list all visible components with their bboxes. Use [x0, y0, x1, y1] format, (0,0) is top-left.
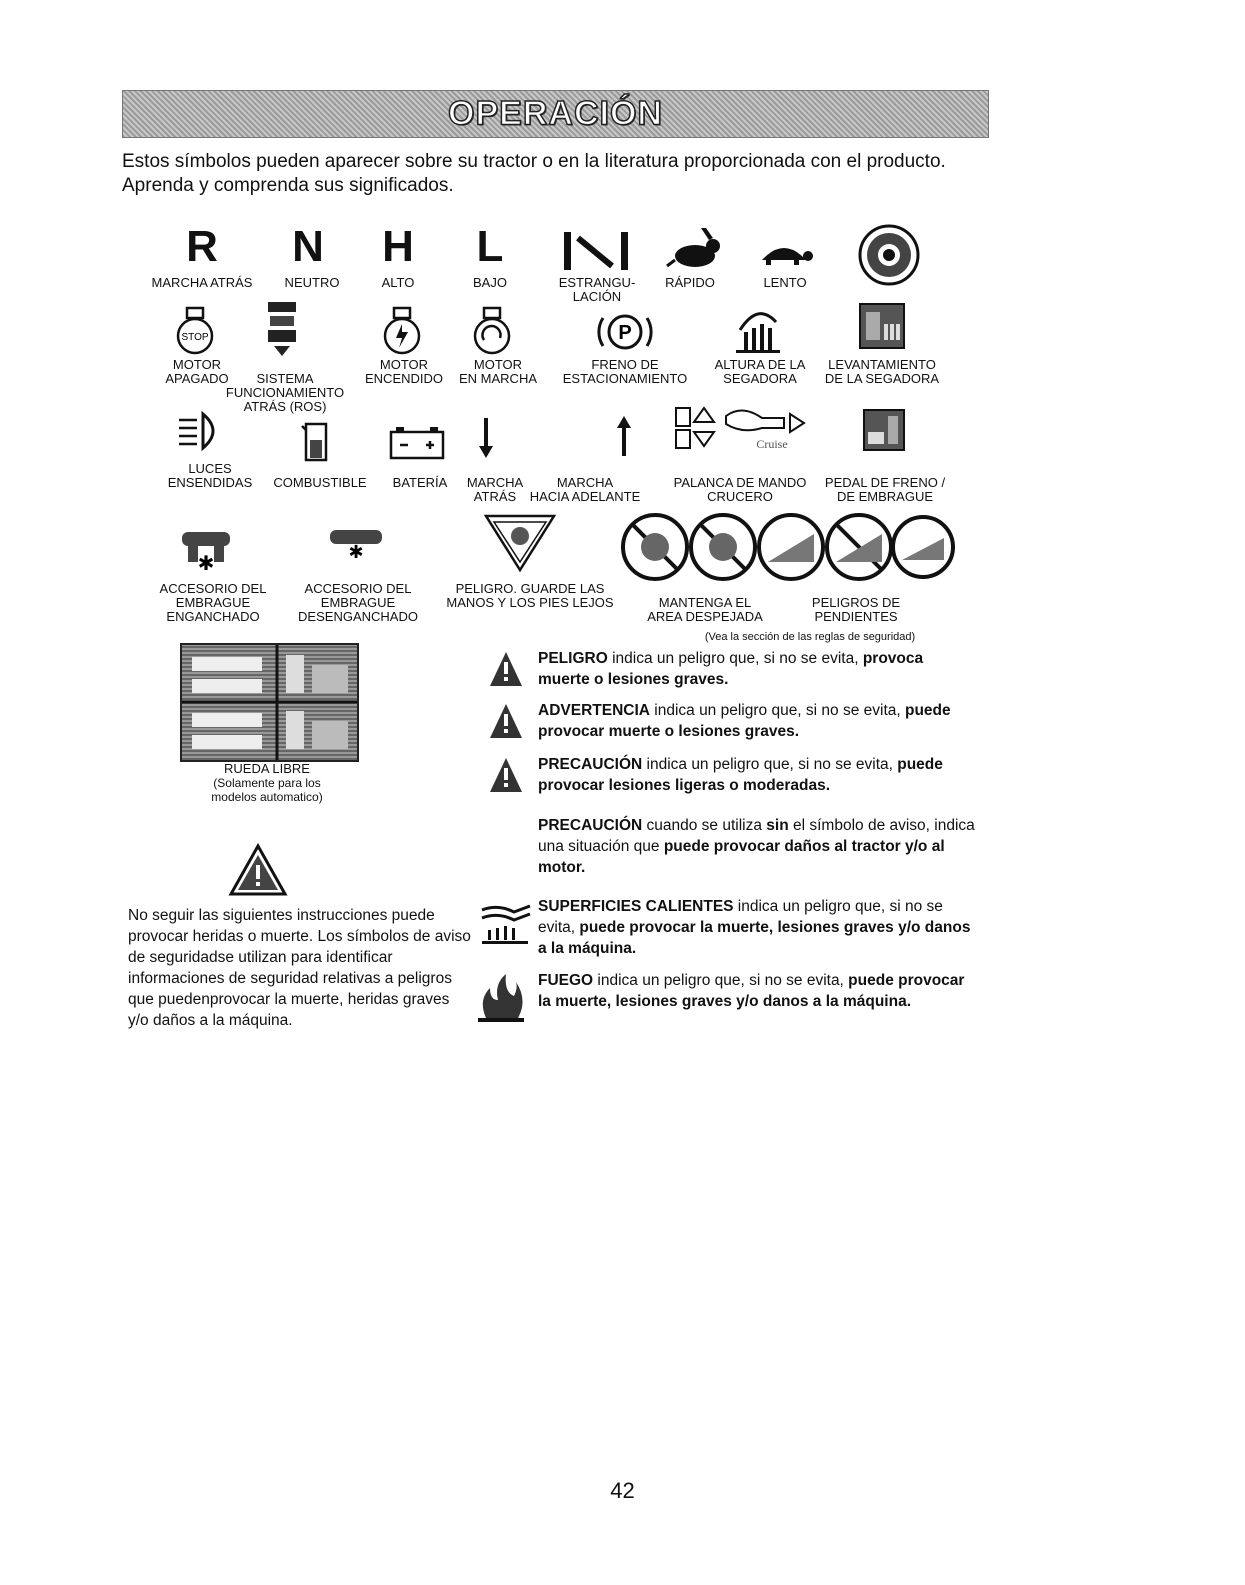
caution-row	[488, 754, 958, 804]
label-high: ALTO	[381, 275, 415, 290]
brake-clutch-pedal-icon	[862, 408, 906, 452]
label-engine-start: MOTOR ENCENDIDO	[364, 357, 444, 386]
label-brake-clutch: PEDAL DE FRENO / DE EMBRAGUE	[824, 475, 946, 504]
label-headlights: LUCES ENSENDIDAS	[167, 461, 253, 490]
label-reverse: MARCHA ATRÁS	[151, 275, 253, 290]
rabbit-icon	[665, 226, 721, 272]
label-parking-brake: FRENO DE ESTACIONAMIENTO	[562, 357, 688, 386]
warning-triangle-icon	[488, 702, 524, 742]
stop-text: STOP	[181, 332, 209, 343]
svg-text:✱: ✱	[197, 551, 215, 574]
safety-alert-icon	[228, 843, 288, 897]
headlights-icon	[175, 408, 225, 454]
danger-text: PELIGRO indica un peligro que, si no se evita, provoca muerte o lesiones graves.	[538, 650, 924, 688]
label-ros: SISTEMA FUNCIONAMIENTO ATRÁS (ROS)	[225, 371, 345, 414]
ros-icon	[262, 300, 302, 358]
neutral-letter: N	[292, 222, 324, 271]
reverse-arrow-icon	[476, 416, 496, 462]
label-forward-gear: MARCHA HACIA ADELANTE	[529, 475, 641, 504]
freewheel-decal-icon	[180, 643, 359, 762]
label-cruise-control: PALANCA DE MANDO CRUCERO	[673, 475, 807, 504]
warning-row	[488, 700, 958, 750]
warning-text: ADVERTENCIA indica un peligro que, si no se evita, puede provocar muerte o lesiones graves.	[538, 702, 951, 740]
label-mower-height: ALTURA DE LA SEGADORA	[714, 357, 806, 386]
label-fuel: COMBUSTIBLE	[273, 475, 367, 490]
label-engine-run: MOTOR EN MARCHA	[458, 357, 538, 386]
reverse-letter: R	[186, 222, 218, 271]
danger-row	[488, 648, 958, 698]
hot-surfaces-text: SUPERFICIES CALIENTES indica un peligro que, si no se evita, puede provocar la muerte, lesiones graves y/o danos a la máquina.	[538, 898, 971, 957]
pto-engaged-icon	[180, 528, 232, 574]
turtle-icon	[754, 238, 814, 268]
svg-text:✱: ✱	[348, 542, 364, 560]
freewheel-note: (Solamente para los modelos automatico)	[211, 776, 323, 804]
label-keep-area-clear: MANTENGA EL AREA DESPEJADA	[647, 595, 763, 624]
forward-arrow-icon	[614, 414, 634, 460]
label-fast: RÁPIDO	[665, 275, 715, 290]
fire-icon	[474, 970, 530, 1024]
label-low: BAJO	[473, 275, 507, 290]
fuel-icon	[300, 420, 330, 462]
fire-row	[488, 970, 965, 1036]
safety-explanation-text: No seguir las siguientes instrucciones puede provocar heridas o muerte. Los símbolos de aviso de seguridadse utilizan para identificar informaciones de seguridad relativas a peligros que puedenprovocar la muerte, heridas graves y/o daños a la máquina.	[128, 907, 471, 1029]
mower-height-icon	[730, 302, 786, 354]
cruise-word: Cruise	[756, 437, 788, 451]
cruise-control-icon	[672, 404, 820, 454]
parking-brake-icon	[595, 306, 655, 358]
engine-start-icon	[380, 306, 424, 356]
label-slope-hazard: PELIGROS DE PENDIENTES	[811, 595, 901, 624]
page-number: 42	[610, 1478, 635, 1503]
label-pto-engaged: ACCESORIO DEL EMBRAGUE ENGANCHADO	[159, 581, 267, 624]
choke-icon	[560, 228, 632, 274]
label-choke: ESTRANGU- LACIÓN	[558, 275, 636, 304]
label-slow: LENTO	[763, 275, 807, 290]
safety-pictograms-icon	[620, 512, 960, 582]
caution-no-symbol-text: PRECAUCIÓN cuando se utiliza sin el símbolo de aviso, indica una situación que puede provocar daños al tractor y/o al motor.	[538, 817, 975, 876]
hand-foot-danger-icon	[482, 512, 558, 574]
caution-no-symbol-row	[488, 815, 975, 881]
page-title: OPERACIÓN	[448, 94, 663, 133]
intro-text: Estos símbolos pueden aparecer sobre su tractor o en la literatura proporcionada con el producto. Aprenda y comprenda sus significados.	[122, 151, 946, 196]
hot-surfaces-row	[488, 896, 971, 962]
label-reverse-gear: MARCHA ATRÁS	[466, 475, 524, 504]
engine-stop-icon	[173, 306, 217, 356]
danger-triangle-icon	[488, 650, 524, 690]
label-engine-stop: MOTOR APAGADO	[165, 357, 229, 386]
label-pto-disengaged: ACCESORIO DEL EMBRAGUE DESENGANCHADO	[298, 581, 418, 624]
title-banner	[122, 90, 989, 138]
svg-text:P: P	[618, 322, 632, 344]
label-hand-foot-danger: PELIGRO. GUARDE LAS MANOS Y LOS PIES LEJOS	[446, 581, 614, 610]
high-letter: H	[382, 222, 414, 271]
engine-run-icon	[470, 306, 514, 356]
mower-lift-icon	[858, 302, 906, 350]
label-mower-lift: LEVANTAMIENTO DE LA SEGADORA	[824, 357, 940, 386]
battery-icon	[388, 424, 446, 460]
fire-text: FUEGO indica un peligro que, si no se evita, puede provocar la muerte, lesiones graves y/o danos a la máquina.	[538, 972, 965, 1010]
label-battery: BATERÍA	[392, 475, 448, 490]
label-neutral: NEUTRO	[284, 275, 340, 290]
hot-surface-icon	[478, 900, 534, 946]
safety-rules-note: (Vea la sección de las reglas de seguridad)	[704, 631, 916, 643]
freewheel-label: RUEDA LIBRE	[224, 761, 310, 776]
caution-text: PRECAUCIÓN indica un peligro que, si no se evita, puede provocar lesiones ligeras o moderadas.	[538, 756, 943, 794]
pto-disengaged-icon	[328, 528, 384, 560]
throttle-dial-icon	[858, 224, 920, 286]
caution-triangle-icon	[488, 756, 524, 796]
low-letter: L	[476, 222, 504, 271]
